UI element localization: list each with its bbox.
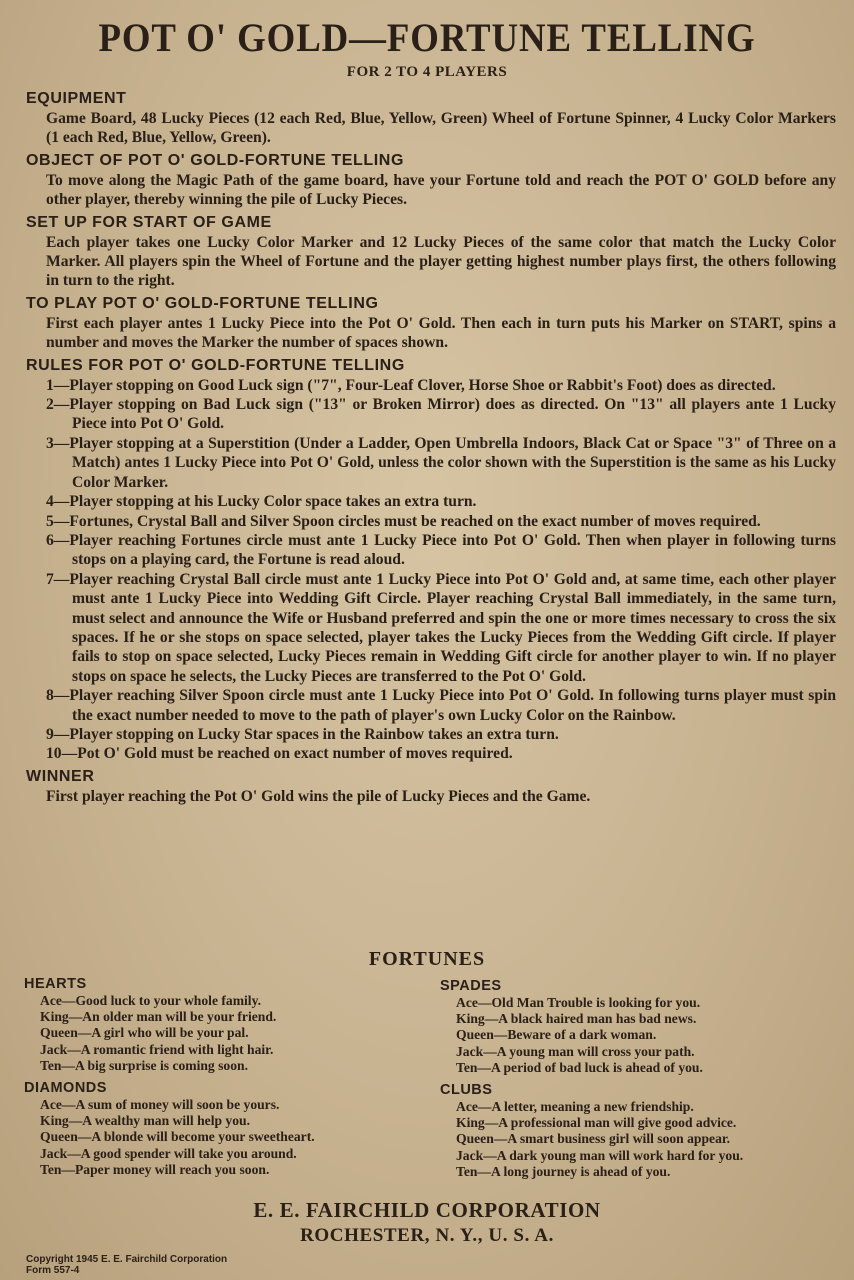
section-winner	[26, 767, 836, 806]
section-text: To move along the Magic Path of the game board, have your Fortune told and reach the POT O' GOLD before any other player, thereby winning the pile of Lucky Pieces.	[46, 171, 836, 209]
suit-heading-clubs: CLUBS	[440, 1082, 493, 1099]
fortune-item: Ten—A period of bad luck is ahead of you.	[456, 1059, 703, 1075]
section-text: First each player antes 1 Lucky Piece into the Pot O' Gold. Then each in turn puts his Marker on START, spins a number and moves the Marker the number of spaces shown.	[46, 314, 836, 352]
section-heading: OBJECT OF POT O' GOLD-FORTUNE TELLING	[26, 151, 404, 169]
section-equipment	[26, 89, 836, 148]
fortune-item: Queen—A blonde will become your sweetheart.	[40, 1129, 315, 1145]
copyright-text: Copyright 1945 E. E. Fairchild Corporation	[26, 1254, 228, 1265]
form-number: Form 557-4	[26, 1265, 80, 1276]
rule-item: 1—Player stopping on Good Luck sign ("7", Four-Leaf Clover, Horse Shoe or Rabbit's Foot) does as directed.	[46, 376, 776, 394]
rule-item: 4—Player stopping at his Lucky Color space takes an extra turn.	[46, 493, 477, 511]
rule-item: 8—Player reaching Silver Spoon circle must ante 1 Lucky Piece into Pot O' Gold. In following turns player must spin the exact number needed to move to the path of player's own Lucky Color on the Rainbow.	[46, 687, 836, 724]
section-rules	[26, 356, 836, 764]
fortune-item: King—A professional man will give good advice.	[456, 1115, 737, 1131]
fortune-item: Ace—A letter, meaning a new friendship.	[456, 1099, 694, 1115]
fortune-item: Queen—Beware of a dark woman.	[456, 1027, 657, 1043]
suit-heading-diamonds: DIAMONDS	[24, 1080, 107, 1097]
rule-item: 3—Player stopping at a Superstition (Under a Ladder, Open Umbrella Indoors, Black Cat or Space "3" of Three on a Match) antes 1 Lucky Piece into Pot O' Gold, unless the color shown with the Superstition is the same as his Lucky Color Marker.	[46, 434, 836, 491]
fortune-item: Ace—Old Man Trouble is looking for you.	[456, 995, 701, 1010]
fortune-item: Queen—A smart business girl will soon appear.	[456, 1131, 731, 1147]
fortune-item: Ten—A long journey is ahead of you.	[456, 1163, 671, 1179]
fortune-item: Ace—A sum of money will soon be yours.	[40, 1097, 280, 1113]
fortunes-right-column	[440, 978, 840, 1180]
section-object	[26, 151, 836, 210]
rule-item: 2—Player stopping on Bad Luck sign ("13" or Broken Mirror) does as directed. On "13" all players ante 1 Lucky Piece into Pot O' Gold.	[46, 396, 836, 433]
suit-heading-spades: SPADES	[440, 978, 502, 994]
corporation-city: ROCHESTER, N. Y., U. S. A.	[300, 1225, 554, 1246]
fortune-item: Queen—A girl who will be your pal.	[40, 1025, 249, 1041]
section-text: Game Board, 48 Lucky Pieces (12 each Red, Blue, Yellow, Green) Wheel of Fortune Spinner, 4 Lucky Color Markers (1 each Red, Blue, Yellow, Green).	[46, 110, 836, 147]
section-text: Each player takes one Lucky Color Marker and 12 Lucky Pieces of the same color that match the Lucky Color Marker. All players spin the Wheel of Fortune and the player getting highest number plays first, the others following in turn to the right.	[46, 233, 836, 290]
section-to-play	[26, 294, 836, 353]
rule-item: 6—Player reaching Fortunes circle must ante 1 Lucky Piece into Pot O' Gold. Then when player in following turns stops on a playing card, the Fortune is read aloud.	[46, 531, 836, 569]
section-setup	[26, 213, 836, 291]
section-heading: EQUIPMENT	[26, 90, 127, 107]
rule-item: 9—Player stopping on Lucky Star spaces in the Rainbow takes an extra turn.	[46, 725, 559, 743]
fortune-item: King—A wealthy man will help you.	[40, 1113, 250, 1129]
rule-item: 5—Fortunes, Crystal Ball and Silver Spoon circles must be reached on the exact number of moves required.	[46, 512, 761, 530]
fortune-item: Ace—Good luck to your whole family.	[40, 993, 262, 1008]
fortunes-title: FORTUNES	[368, 948, 486, 970]
fortune-item: Ten—A big surprise is coming soon.	[40, 1057, 248, 1073]
fortunes-left-column	[24, 976, 424, 1178]
fortune-item: Jack—A dark young man will work hard for you.	[456, 1147, 744, 1163]
fortune-item: King—An older man will be your friend.	[40, 1009, 277, 1025]
fortune-item: Ten—Paper money will reach you soon.	[40, 1161, 270, 1177]
rule-item: 10—Pot O' Gold must be reached on exact number of moves required.	[46, 745, 513, 763]
section-heading: WINNER	[26, 767, 95, 785]
fortune-item: Jack—A romantic friend with light hair.	[40, 1041, 274, 1057]
section-heading: TO PLAY POT O' GOLD-FORTUNE TELLING	[26, 294, 379, 312]
fortune-item: King—A black haired man has bad news.	[456, 1011, 697, 1027]
page-subtitle: FOR 2 TO 4 PLAYERS	[346, 64, 508, 80]
section-heading: SET UP FOR START OF GAME	[26, 213, 272, 231]
corporation-name: E. E. FAIRCHILD CORPORATION	[253, 1198, 601, 1222]
section-text: First player reaching the Pot O' Gold wins the pile of Lucky Pieces and the Game.	[46, 787, 591, 805]
copyright-notice	[26, 1254, 227, 1276]
suit-heading-hearts: HEARTS	[24, 976, 87, 992]
rules-body	[26, 86, 836, 806]
section-heading: RULES FOR POT O' GOLD-FORTUNE TELLING	[26, 356, 405, 374]
rule-item: 7—Player reaching Crystal Ball circle must ante 1 Lucky Piece into Pot O' Gold and, at same time, each other player must ante 1 Lucky Piece into Wedding Gift Circle. Player reaching Crystal Ball immediately, in the same turn, must select and announce the Wife or Husband preferred and spin the one or more times necessary to cross the six spaces. If he or she stops on space selected, player takes the Lucky Pieces from the Wedding Gift circle. If player fails to stop on space selected, Lucky Pieces remain in Wedding Gift circle for another player to win. If no player stops on space he selects, the Lucky Pieces are transferred to the Pot O' Gold.	[46, 570, 836, 685]
page-title: POT O' GOLD—FORTUNE TELLING	[98, 15, 756, 60]
fortune-item: Jack—A young man will cross your path.	[456, 1043, 695, 1059]
fortune-item: Jack—A good spender will take you around.	[40, 1145, 297, 1161]
